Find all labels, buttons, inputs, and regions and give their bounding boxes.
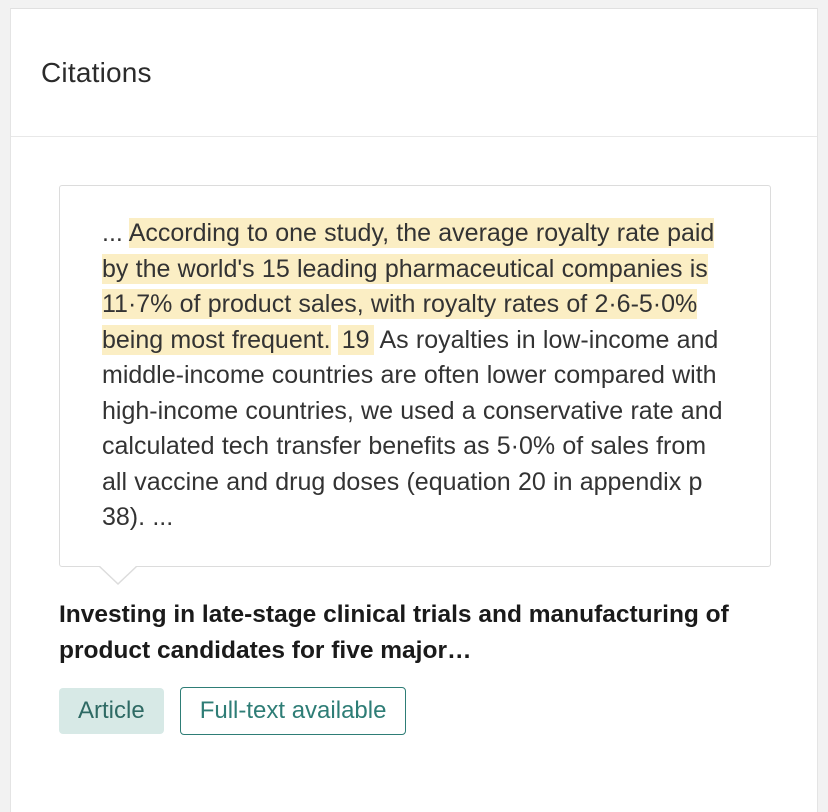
cited-paper-badges — [59, 687, 769, 735]
cited-paper-title-link[interactable]: Investing in late-stage clinical trials and manufacturing of product candidates for five major… — [59, 600, 729, 664]
status-badge-full-text-available[interactable]: Full-text available — [180, 687, 407, 735]
citation-quote-text — [102, 216, 736, 536]
citations-card-body — [11, 137, 817, 735]
citation-highlighted-passage: According to one study, the average royalty rate paid by the world's 15 leading pharmaceutical companies is 11·7% of product sales, with royalty rates of 2·6-5·0% being most frequent. — [102, 219, 715, 354]
citations-card-header — [11, 9, 817, 137]
status-badge-article[interactable]: Article — [59, 688, 164, 734]
citations-card — [10, 8, 818, 812]
page-top-strip — [0, 0, 828, 8]
citation-quote-box — [59, 185, 771, 567]
page-title: Citations — [41, 56, 152, 88]
speech-bubble-tail-fill — [99, 565, 137, 583]
quote-prefix-ellipsis: ... — [102, 219, 129, 247]
citation-quote-remainder: As royalties in low-income and middle-income countries are often lower compared with high-income countries, we used a conservative rate and calculated tech transfer benefits as 5·0% of sales from all vaccine and drug doses (equation 20 in appendix p 38). ... — [102, 325, 723, 531]
citation-reference-number[interactable]: 19 — [338, 325, 374, 355]
